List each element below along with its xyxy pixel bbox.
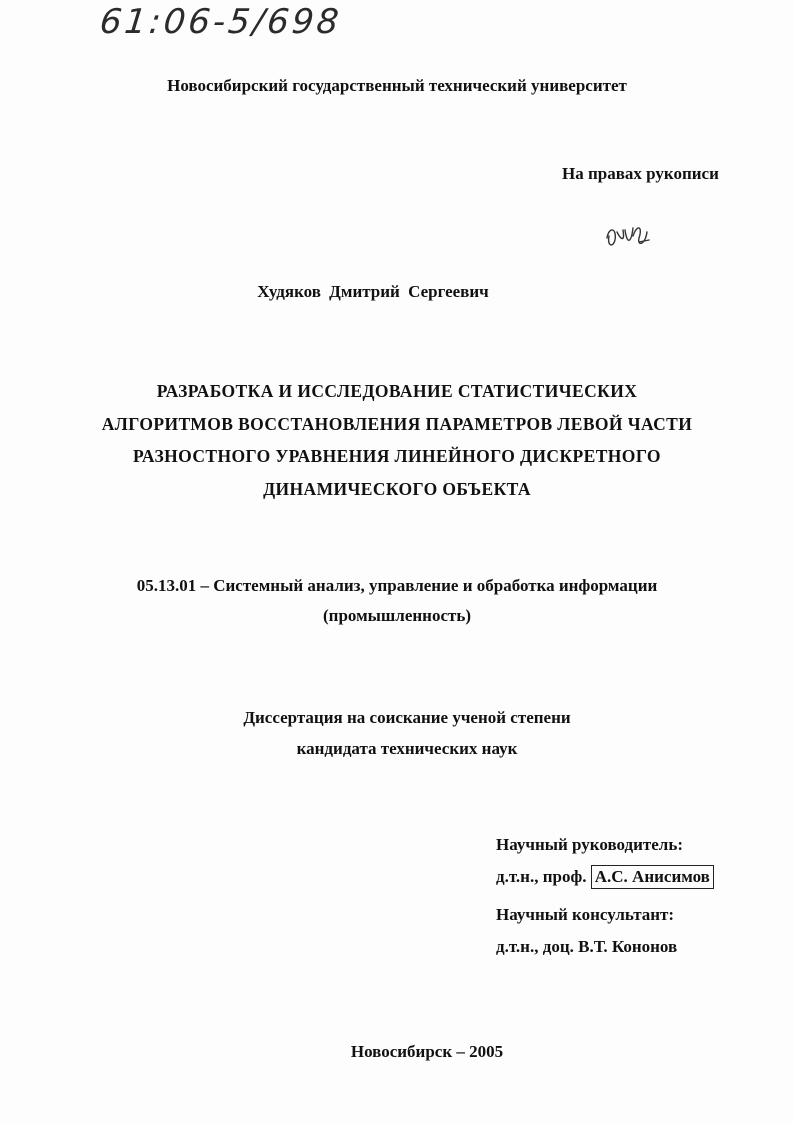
- supervisor-rank: д.т.н., проф.: [496, 867, 587, 886]
- degree-statement: [140, 702, 674, 764]
- specialty-line: (промышленность): [322, 606, 471, 625]
- title-line: ДИНАМИЧЕСКОГО ОБЪЕКТА: [263, 478, 531, 499]
- dissertation-title: [60, 375, 734, 505]
- archive-handwritten-number: 61:06-5/698: [97, 2, 344, 42]
- consultant-line: д.т.н., доц. В.Т. Кононов: [496, 937, 678, 956]
- specialty-line: 05.13.01 – Системный анализ, управление и обработка информации: [136, 576, 658, 595]
- manuscript-rights-note: На правах рукописи: [562, 164, 719, 183]
- author-name: Худяков Дмитрий Сергеевич: [257, 282, 489, 301]
- consultant-label: Научный консультант:: [496, 905, 675, 924]
- university-name: Новосибирский государственный технический университет: [167, 76, 627, 95]
- title-line: АЛГОРИТМОВ ВОССТАНОВЛЕНИЯ ПАРАМЕТРОВ ЛЕВОЙ ЧАСТИ: [101, 413, 693, 434]
- title-line: РАЗРАБОТКА И ИССЛЕДОВАНИЕ СТАТИСТИЧЕСКИХ: [156, 381, 638, 401]
- supervisor-name: А.С. Анисимов: [591, 865, 714, 889]
- title-line: РАЗНОСТНОГО УРАВНЕНИЯ ЛИНЕЙНОГО ДИСКРЕТНОГО: [133, 446, 661, 466]
- supervisor-label: Научный руководитель:: [496, 835, 683, 854]
- supervisor-line: [496, 864, 714, 896]
- advisors-block: [496, 832, 714, 966]
- city-year: Новосибирск – 2005: [350, 1042, 504, 1061]
- handwritten-signature: [603, 218, 653, 252]
- degree-line: Диссертация на соискание ученой степени: [243, 708, 571, 727]
- specialty-code: [60, 571, 734, 631]
- degree-line: кандидата технических наук: [296, 739, 518, 758]
